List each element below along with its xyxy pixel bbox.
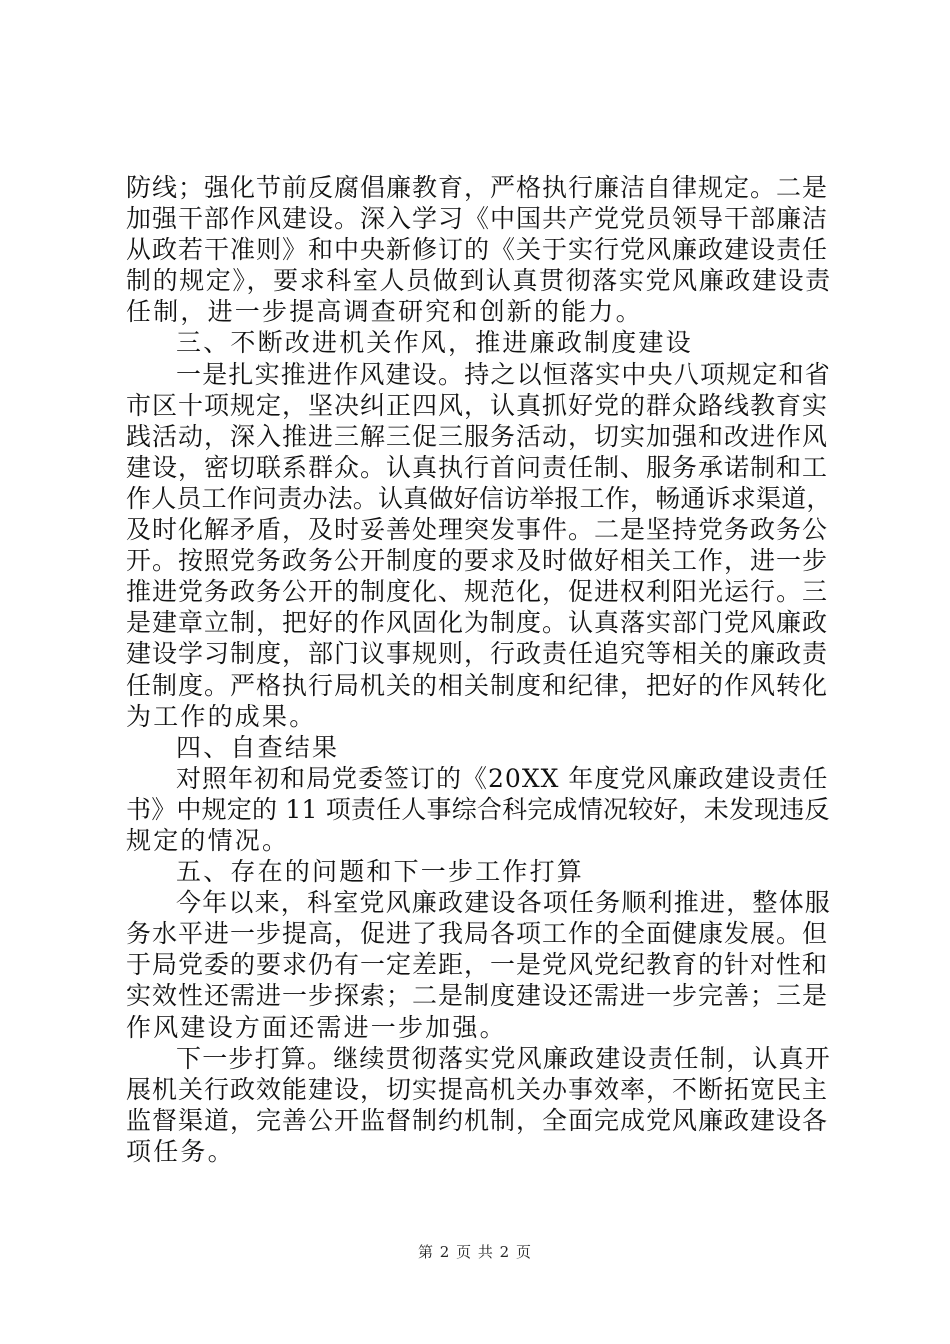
- text-line: 及时化解矛盾，及时妥善处理突发事件。二是坚持党务政务公: [126, 515, 829, 545]
- text-line: 务水平进一步提高，促进了我局各项工作的全面健康发展。但: [126, 919, 829, 949]
- text-line: 为工作的成果。: [126, 701, 317, 731]
- text-line: 于局党委的要求仍有一定差距，一是党风党纪教育的针对性和: [126, 950, 829, 980]
- text-line: 建设学习制度，部门议事规则，行政责任追究等相关的廉政责: [126, 639, 829, 669]
- text-line: 今年以来，科室党风廉政建设各项任务顺利推进，整体服: [176, 888, 832, 918]
- page-footer: 第 2 页 共 2 页: [418, 1243, 532, 1261]
- body-text: [126, 172, 832, 1167]
- text-line: 监督渠道，完善公开监督制约机制，全面完成党风廉政建设各: [126, 1105, 829, 1135]
- text-line: 四、自查结果: [176, 732, 340, 762]
- text-line: 展机关行政效能建设，切实提高机关办事效率，不断拓宽民主: [126, 1074, 829, 1104]
- text-line: 防线；强化节前反腐倡廉教育，严格执行廉洁自律规定。二是: [126, 173, 829, 202]
- text-line: 开。按照党务政务公开制度的要求及时做好相关工作，进一步: [126, 546, 829, 576]
- text-line: 制的规定》，要求科室人员做到认真贯彻落实党风廉政建设责: [126, 266, 832, 296]
- text-line: 任制度。严格执行局机关的相关制度和纪律，把好的作风转化: [126, 670, 829, 700]
- text-line: 市区十项规定，坚决纠正四风，认真抓好党的群众路线教育实: [126, 390, 829, 420]
- text-line: 推进党务政务公开的制度化、规范化，促进权利阳光运行。三: [126, 577, 829, 607]
- text-line: 实效性还需进一步探索；二是制度建设还需进一步完善；三是: [126, 981, 829, 1011]
- text-line: 规定的情况。: [126, 825, 290, 855]
- text-line: 践活动，深入推进三解三促三服务活动，切实加强和改进作风: [126, 421, 829, 451]
- text-line: 一是扎实推进作风建设。持之以恒落实中央八项规定和省: [176, 359, 832, 389]
- text-line: 从政若干准则》和中央新修订的《关于实行党风廉政建设责任: [126, 235, 829, 265]
- text-line: 下一步打算。继续贯彻落实党风廉政建设责任制，认真开: [176, 1043, 832, 1073]
- text-line: 对照年初和局党委签订的《20XX 年度党风廉政建设责任: [176, 763, 829, 793]
- text-line: 任制，进一步提高调查研究和创新的能力。: [126, 297, 643, 327]
- text-line: 作风建设方面还需进一步加强。: [126, 1012, 507, 1042]
- text-line: 三、不断改进机关作风，推进廉政制度建设: [176, 328, 693, 358]
- text-line: 作人员工作问责办法。认真做好信访举报工作，畅通诉求渠道，: [126, 483, 832, 513]
- text-line: 加强干部作风建设。深入学习《中国共产党党员领导干部廉洁: [126, 204, 829, 234]
- text-line: 书》中规定的 11 项责任人事综合科完成情况较好，未发现违反: [126, 794, 830, 824]
- text-line: 项任务。: [126, 1136, 235, 1166]
- text-line: 建设，密切联系群众。认真执行首问责任制、服务承诺制和工: [126, 452, 829, 482]
- text-line: 是建章立制，把好的作风固化为制度。认真落实部门党风廉政: [126, 608, 829, 638]
- text-line: 五、存在的问题和下一步工作打算: [176, 857, 585, 887]
